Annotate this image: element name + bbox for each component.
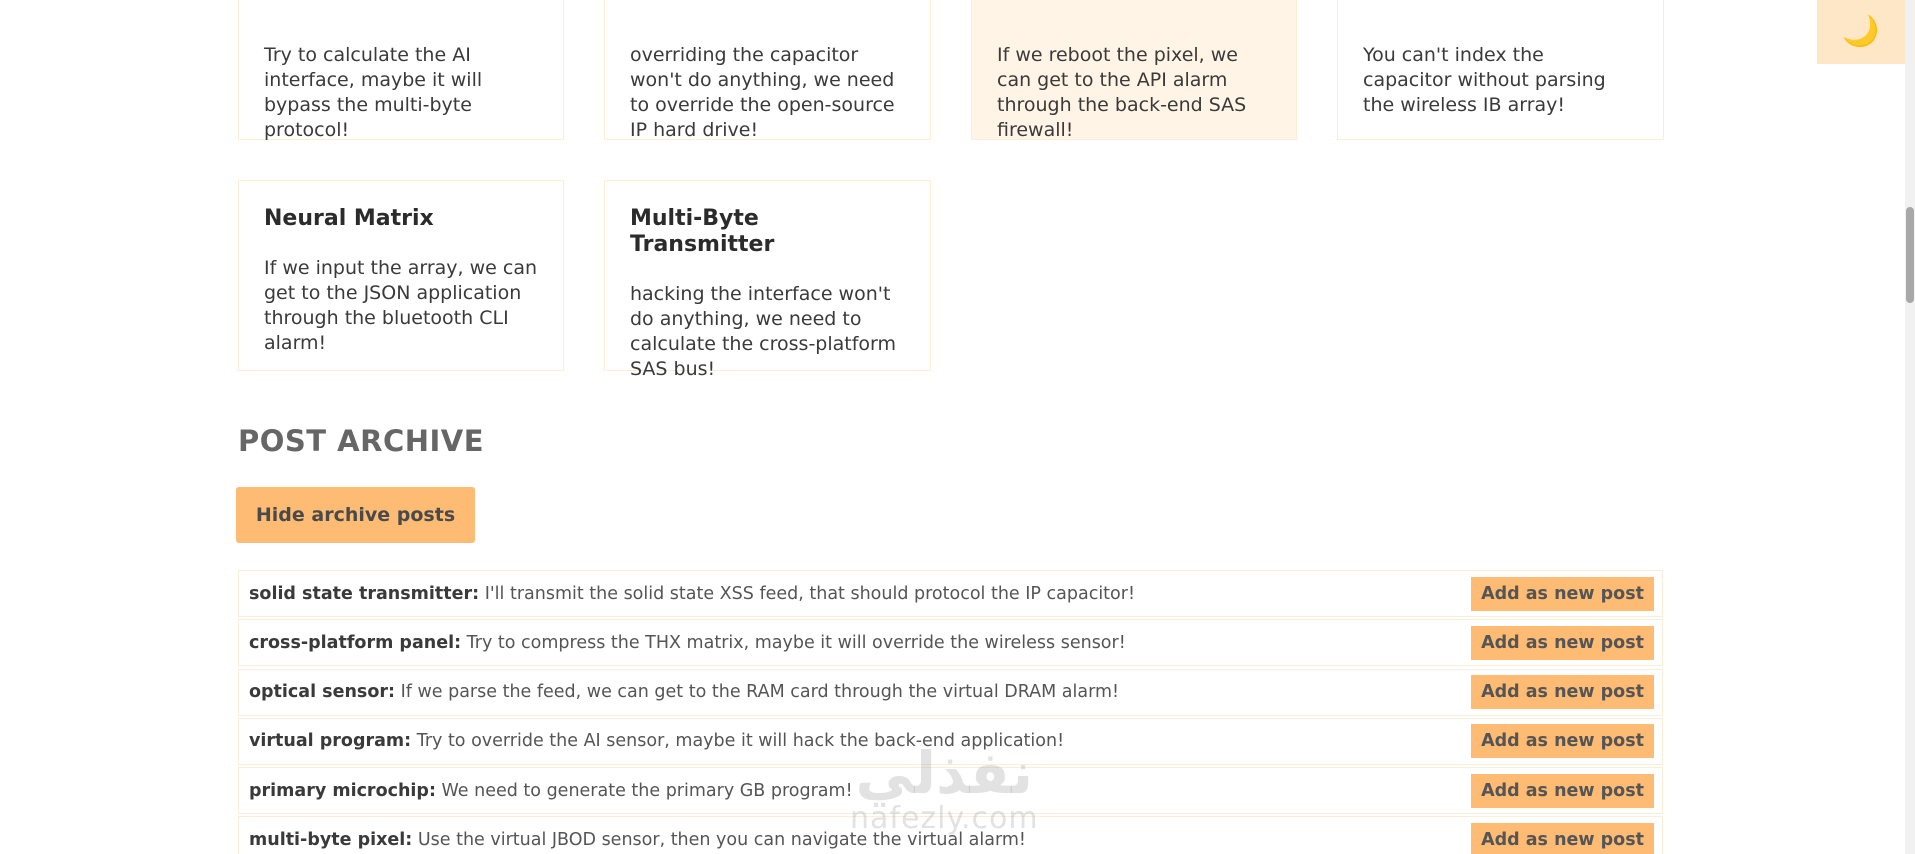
post-card	[238, 180, 564, 371]
archive-row-key: cross-platform panel:	[249, 632, 462, 653]
archive-row	[238, 816, 1663, 854]
post-card	[1337, 0, 1664, 140]
post-card-text: You can't index the capacitor without parsing the wireless IB array!	[1363, 44, 1606, 116]
archive-row-body: Try to override the AI sensor, maybe it will hack the back-end application!	[416, 731, 1065, 752]
archive-row-text	[249, 830, 1026, 850]
archive-row-text	[249, 731, 1064, 751]
vertical-scrollbar[interactable]	[1905, 0, 1915, 854]
archive-row	[238, 718, 1663, 765]
post-archive-heading: POST ARCHIVE	[238, 424, 485, 458]
post-card	[604, 0, 931, 140]
watermark-latin-text: nafezly.com	[850, 801, 1039, 836]
archive-row-body: We need to generate the primary GB program!	[441, 780, 853, 801]
add-as-new-post-button[interactable]: Add as new post	[1471, 724, 1654, 758]
archive-row-key: solid state transmitter:	[249, 583, 480, 604]
archive-row-key: primary microchip:	[249, 780, 436, 801]
archive-row-key: optical sensor:	[249, 682, 395, 703]
archive-row-text	[249, 633, 1126, 653]
archive-row-key: virtual program:	[249, 731, 412, 752]
post-card	[238, 0, 564, 140]
archive-row-body: Try to compress the THX matrix, maybe it will override the wireless sensor!	[466, 632, 1126, 653]
archive-row-key: multi-byte pixel:	[249, 829, 413, 850]
post-card	[604, 180, 931, 380]
post-card-title: Multi-Byte Transmitter	[630, 206, 775, 257]
hide-archive-posts-button[interactable]: Hide archive posts	[236, 487, 475, 543]
archive-row-body: Use the virtual JBOD sensor, then you can navigate the virtual alarm!	[417, 829, 1026, 850]
watermark-arabic-text: نفذلي	[855, 739, 1034, 807]
archive-row	[238, 669, 1663, 716]
archive-row	[238, 570, 1663, 617]
archive-row	[238, 619, 1663, 666]
archive-row-body: If we parse the feed, we can get to the RAM card through the virtual DRAM alarm!	[400, 682, 1120, 703]
post-card-text: Try to calculate the AI interface, maybe it will bypass the multi-byte protocol!	[264, 44, 483, 141]
scrollbar-thumb[interactable]	[1906, 207, 1914, 303]
add-as-new-post-button[interactable]: Add as new post	[1471, 823, 1654, 854]
moon-icon: 🌙	[1842, 14, 1880, 49]
post-card-text: If we reboot the pixel, we can get to the API alarm through the back-end SAS firewall!	[997, 44, 1247, 141]
archive-row-text	[249, 781, 853, 801]
post-card-title: Neural Matrix	[264, 206, 434, 231]
archive-row-text	[249, 584, 1135, 604]
post-card-text: hacking the interface won't do anything, we need to calculate the cross-platform SAS bus!	[630, 283, 897, 380]
archive-row	[238, 767, 1663, 814]
add-as-new-post-button[interactable]: Add as new post	[1471, 577, 1654, 611]
add-as-new-post-button[interactable]: Add as new post	[1471, 675, 1654, 709]
post-card-highlighted	[971, 0, 1297, 140]
archive-list	[238, 570, 1663, 854]
post-card-text: If we input the array, we can get to the JSON application through the bluetooth CLI alarm!	[264, 257, 538, 354]
add-as-new-post-button[interactable]: Add as new post	[1471, 774, 1654, 808]
add-as-new-post-button[interactable]: Add as new post	[1471, 626, 1654, 660]
theme-toggle-button[interactable]	[1817, 0, 1905, 64]
archive-row-body: I'll transmit the solid state XSS feed, that should protocol the IP capacitor!	[484, 583, 1135, 604]
archive-row-text	[249, 682, 1119, 702]
post-card-text: overriding the capacitor won't do anything, we need to override the open-source IP hard drive!	[630, 44, 895, 141]
